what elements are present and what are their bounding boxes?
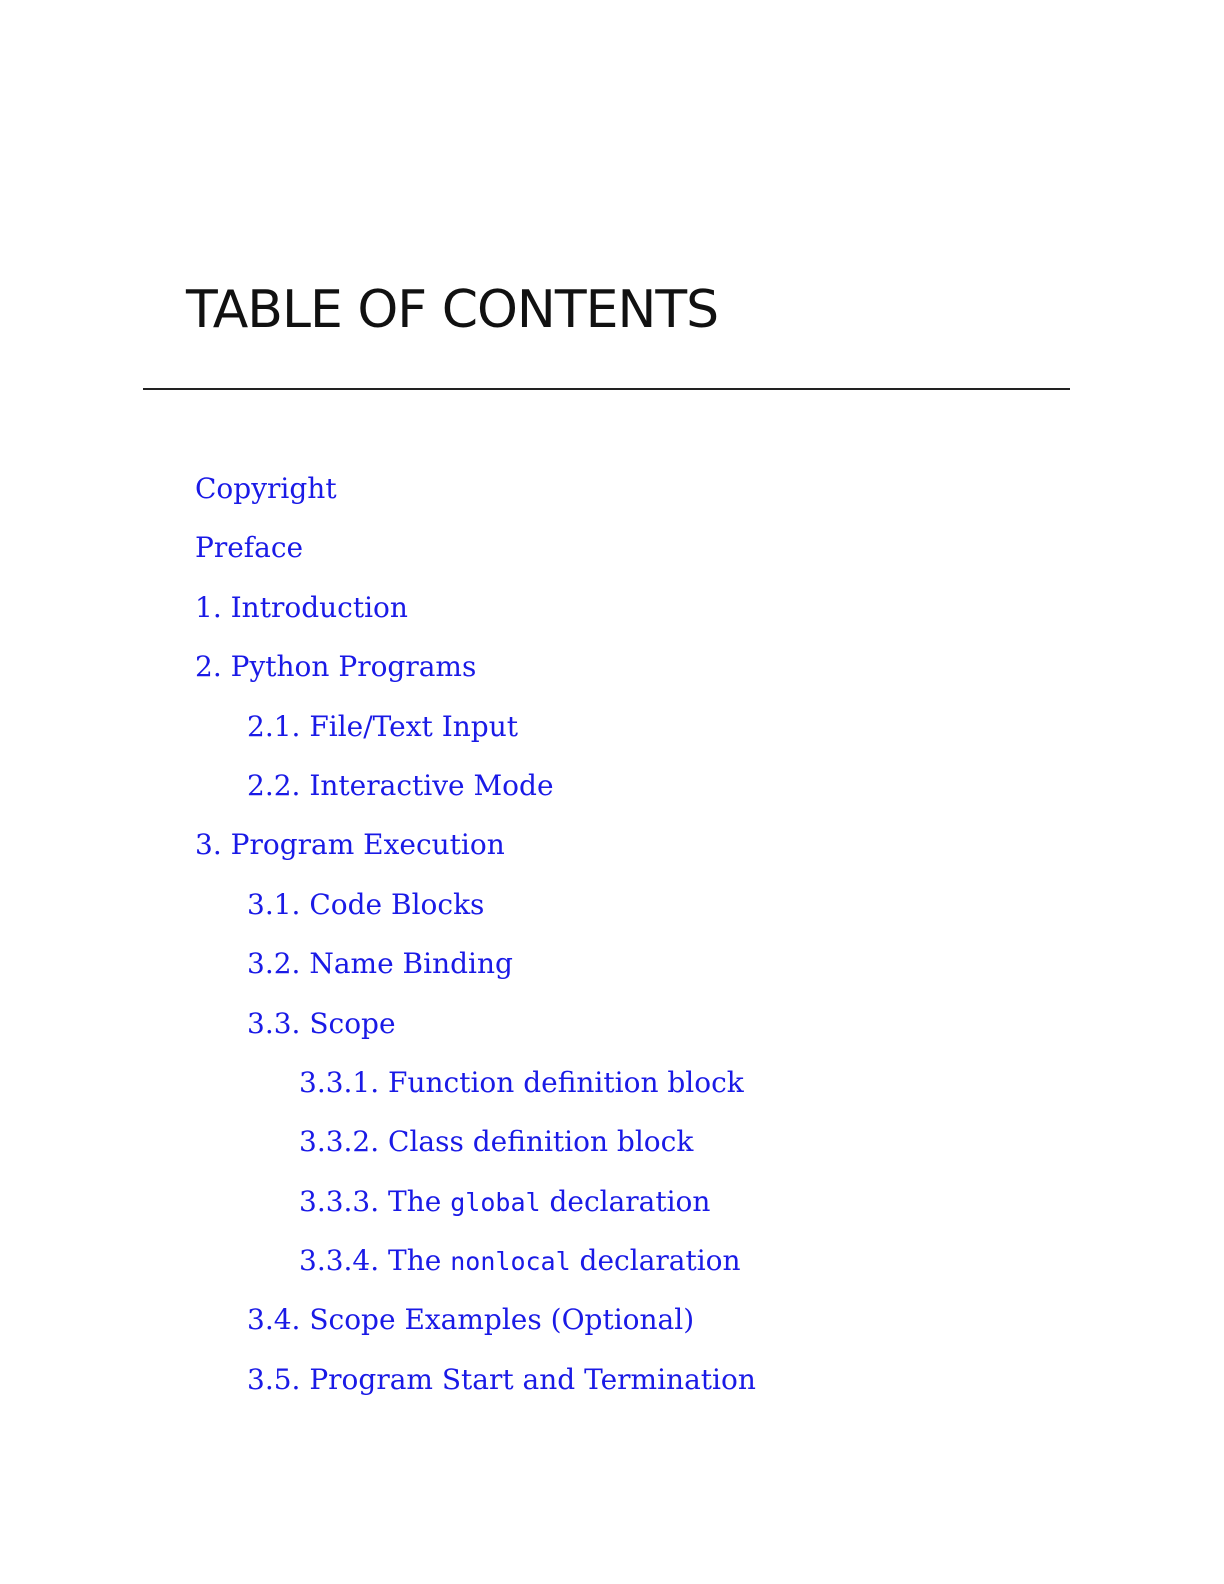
toc-list: [0, 469, 1224, 1419]
toc-item-name-binding: [0, 944, 1224, 1003]
toc-item-code-blocks: [0, 885, 1224, 944]
toc-item-interactive-mode: [0, 766, 1224, 825]
toc-item-function-definition-block: [0, 1063, 1224, 1122]
toc-item-preface: [0, 528, 1224, 587]
toc-link-scope[interactable]: 3.3. Scope: [247, 1006, 396, 1040]
toc-label-prefix: 3.3.3. The: [299, 1184, 451, 1218]
toc-item-nonlocal-declaration: [0, 1241, 1224, 1300]
toc-link-function-definition-block[interactable]: 3.3.1. Function definition block: [299, 1065, 744, 1099]
code-keyword: nonlocal: [450, 1247, 571, 1277]
toc-link-interactive-mode[interactable]: 2.2. Interactive Mode: [247, 768, 554, 802]
toc-label-suffix: declaration: [540, 1184, 711, 1218]
toc-link-code-blocks[interactable]: 3.1. Code Blocks: [247, 887, 485, 921]
toc-link-program-start-termination[interactable]: 3.5. Program Start and Termination: [247, 1362, 756, 1396]
title-divider: [143, 388, 1070, 390]
toc-link-preface[interactable]: Preface: [195, 531, 304, 565]
code-keyword: global: [450, 1187, 541, 1217]
toc-item-class-definition-block: [0, 1122, 1224, 1181]
toc-link-scope-examples[interactable]: 3.4. Scope Examples (Optional): [247, 1303, 695, 1337]
toc-label-prefix: 3.3.4. The: [299, 1244, 451, 1278]
toc-link-copyright[interactable]: Copyright: [195, 472, 337, 505]
toc-item-scope-examples: [0, 1300, 1224, 1359]
toc-link-file-text-input[interactable]: 2.1. File/Text Input: [247, 709, 518, 743]
toc-link-class-definition-block[interactable]: 3.3.2. Class definition block: [299, 1125, 694, 1159]
toc-item-introduction: [0, 588, 1224, 647]
toc-item-scope: [0, 1004, 1224, 1063]
toc-link-introduction[interactable]: 1. Introduction: [195, 590, 408, 624]
page-title: TABLE OF CONTENTS: [186, 280, 719, 340]
toc-link-python-programs[interactable]: 2. Python Programs: [195, 650, 477, 684]
toc-item-python-programs: [0, 647, 1224, 706]
toc-item-program-execution: [0, 825, 1224, 884]
toc-link-program-execution[interactable]: 3. Program Execution: [195, 828, 505, 862]
toc-label-suffix: declaration: [570, 1244, 741, 1278]
toc-item-file-text-input: [0, 707, 1224, 766]
toc-link-global-declaration[interactable]: [299, 1185, 710, 1218]
toc-link-nonlocal-declaration[interactable]: [299, 1244, 741, 1277]
toc-item-global-declaration: [0, 1182, 1224, 1241]
toc-link-name-binding[interactable]: 3.2. Name Binding: [247, 947, 513, 981]
toc-item-copyright: [0, 469, 1224, 528]
toc-item-program-start-termination: [0, 1360, 1224, 1419]
